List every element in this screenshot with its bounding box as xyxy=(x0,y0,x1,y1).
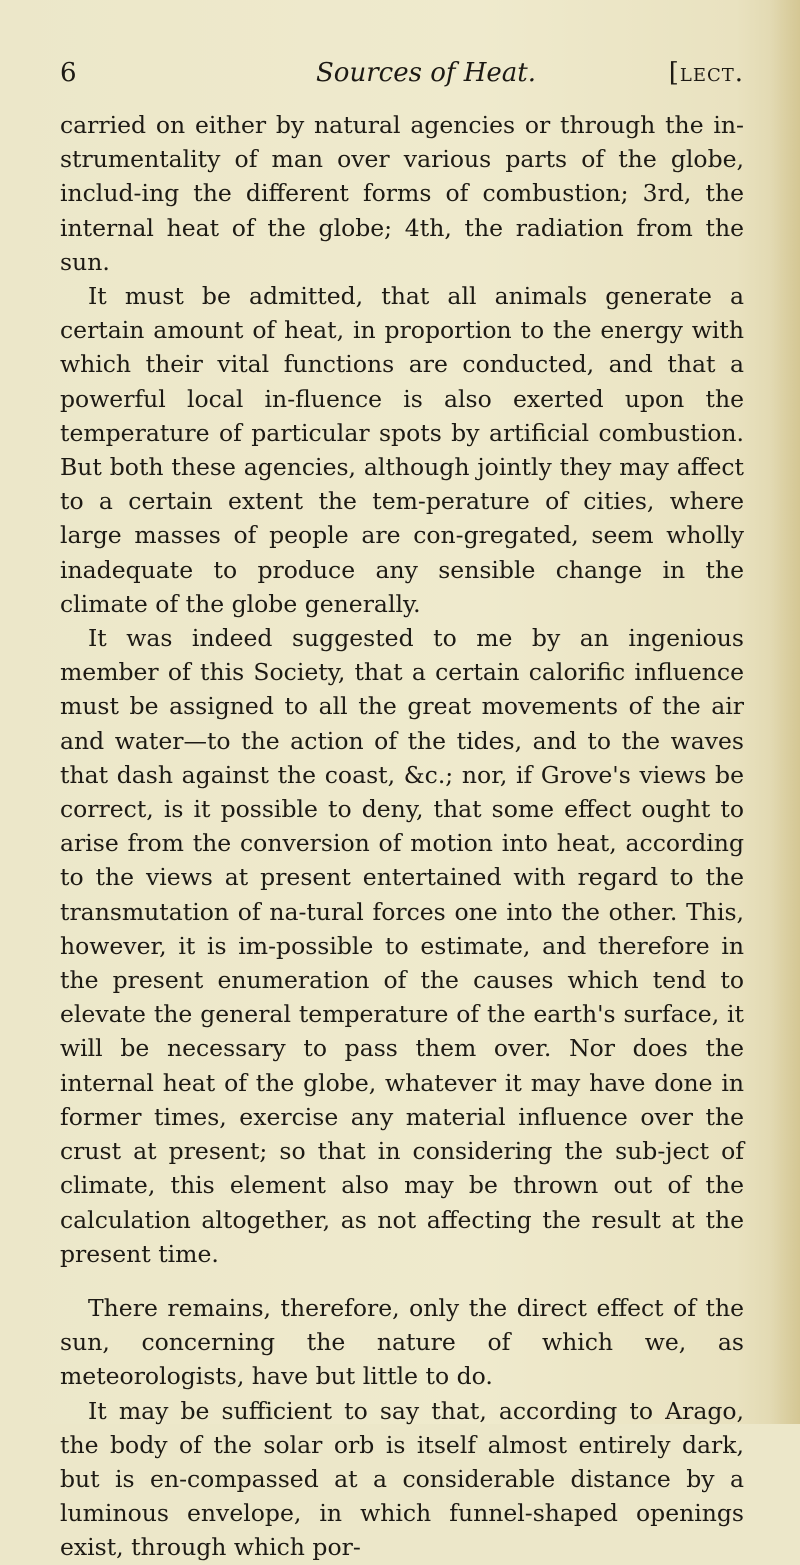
paragraph: It may be sufficient to say that, according to Arago, the body of the solar orb is itself almost entirely dark, but is en-compassed at a considerable distance by a luminous envelope, in which funnel-shaped openings exist, through which por- xyxy=(60,1396,744,1562)
page-number: 6 xyxy=(60,58,77,88)
section-marker: [lect. xyxy=(668,58,744,88)
running-header xyxy=(60,58,744,98)
paragraph: It was indeed suggested to me by an ingenious member of this Society, that a certain calorific influence must be assigned to all the great movements of the air and water—to the action of the tides, and to the waves that dash against the coast, &c.; nor, if Grove's views be correct, is it possible to deny, that some effect ought to arise from the conversion of motion into heat, according to the views at present entertained with regard to the transmutation of na-tural forces one into the other. This, however, it is im-possible to estimate, and therefore in the present enumeration of the causes which tend to elevate the general temperature of the earth's surface, it will be necessary to pass them over. Nor does the internal heat of the globe, whatever it may have done in former times, exercise any material influence over the crust at present; so that in considering the sub-ject of climate, this element also may be thrown out of the calculation altogether, as not affecting the result at the present time. xyxy=(60,624,744,1268)
paragraph: It must be admitted, that all animals generate a certain amount of heat, in proportion to the energy with which their vital functions are conducted, and that a powerful local in-fluence is also exerted upon the temperature of particular spots by artificial combustion. But both these agencies, although jointly they may affect to a certain extent the tem-perature of cities, where large masses of people are con-gregated, seem wholly inadequate to produce any sensible change in the climate of the globe generally. xyxy=(60,282,744,618)
paragraph: carried on either by natural agencies or through the in-strumentality of man over various parts of the globe, includ-ing the different forms of combustion; 3rd, the internal heat of the globe; 4th, the radiation from the sun. xyxy=(60,111,744,276)
paragraph: There remains, therefore, only the direct effect of the sun, concerning the nature of which we, as meteorologists, have but little to do. xyxy=(60,1293,744,1391)
page-edge-stain xyxy=(770,0,800,1424)
body-text xyxy=(60,108,744,1565)
running-title: Sources of Heat. xyxy=(316,58,537,88)
